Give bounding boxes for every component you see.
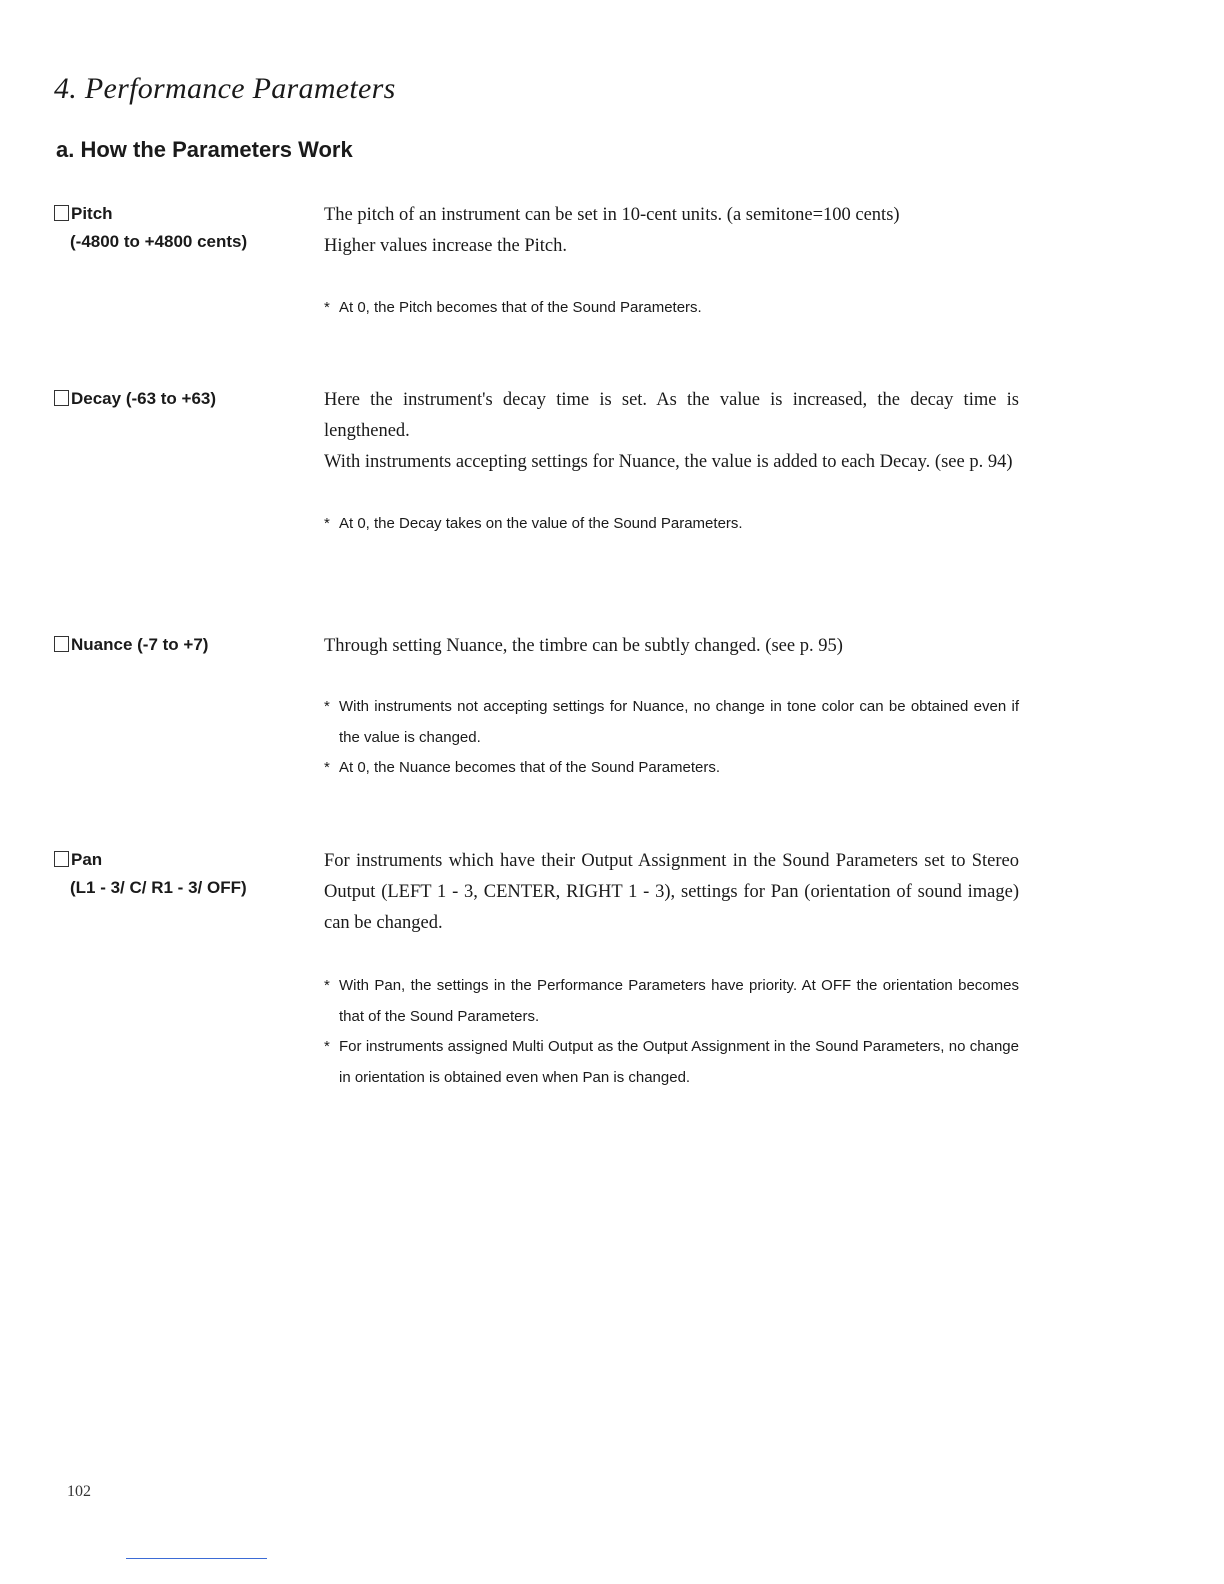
checkbox-icon bbox=[54, 636, 69, 652]
notes-list bbox=[324, 692, 1019, 784]
param-label bbox=[54, 846, 304, 902]
param-name: Nuance (-7 to +7) bbox=[71, 635, 209, 654]
note-item: * For instruments assigned Multi Output as the Output Assignment in the Sound Parameters, no change in orientation is obtained even when Pan is changed. bbox=[324, 1032, 1019, 1093]
param-label bbox=[54, 631, 304, 659]
note-item: * At 0, the Nuance becomes that of the Sound Parameters. bbox=[324, 753, 1019, 784]
note-item: * With instruments not accepting settings for Nuance, no change in tone color can be obtained even if the value is changed. bbox=[324, 692, 1019, 753]
description-paragraph: Here the instrument's decay time is set. As the value is increased, the decay time is lengthened. bbox=[324, 390, 1019, 441]
description-paragraph: The pitch of an instrument can be set in 10-cent units. (a semitone=100 cents) bbox=[324, 205, 900, 225]
param-name: Decay (-63 to +63) bbox=[71, 389, 217, 408]
checkbox-icon bbox=[54, 851, 69, 867]
note-item: * At 0, the Decay takes on the value of the Sound Parameters. bbox=[324, 509, 1019, 540]
notes-list bbox=[324, 293, 1019, 324]
param-body bbox=[324, 846, 1019, 1093]
description-paragraph: For instruments which have their Output Assignment in the Sound Parameters set to Stereo Output (LEFT 1 - 3, CENTER, RIGHT 1 - 3), settings for Pan (orientation of sound image) can be changed. bbox=[324, 851, 1019, 933]
chapter-title: 4. Performance Parameters bbox=[54, 72, 396, 105]
description-paragraph: Through setting Nuance, the timbre can be subtly changed. (see p. 95) bbox=[324, 636, 843, 656]
checkbox-icon bbox=[54, 390, 69, 406]
note-item: * With Pan, the settings in the Performance Parameters have priority. At OFF the orientation becomes that of the Sound Parameters. bbox=[324, 971, 1019, 1032]
notes-list bbox=[324, 971, 1019, 1093]
note-item: * At 0, the Pitch becomes that of the Sound Parameters. bbox=[324, 293, 1019, 324]
param-label bbox=[54, 200, 304, 256]
param-range: (L1 - 3/ C/ R1 - 3/ OFF) bbox=[70, 878, 247, 897]
description-paragraph: Higher values increase the Pitch. bbox=[324, 236, 567, 256]
param-body bbox=[324, 385, 1019, 540]
description-paragraph: With instruments accepting settings for Nuance, the value is added to each Decay. (see p. 94) bbox=[324, 452, 1013, 472]
param-body bbox=[324, 200, 1019, 324]
section-title: a. How the Parameters Work bbox=[56, 137, 353, 162]
param-body bbox=[324, 631, 1019, 784]
param-name: Pan bbox=[71, 850, 103, 869]
footer-rule bbox=[126, 1558, 267, 1559]
param-range: (-4800 to +4800 cents) bbox=[70, 232, 248, 251]
page-number: 102 bbox=[67, 1483, 91, 1500]
param-name: Pitch bbox=[71, 204, 113, 223]
param-label bbox=[54, 385, 304, 413]
checkbox-icon bbox=[54, 205, 69, 221]
notes-list bbox=[324, 509, 1019, 540]
